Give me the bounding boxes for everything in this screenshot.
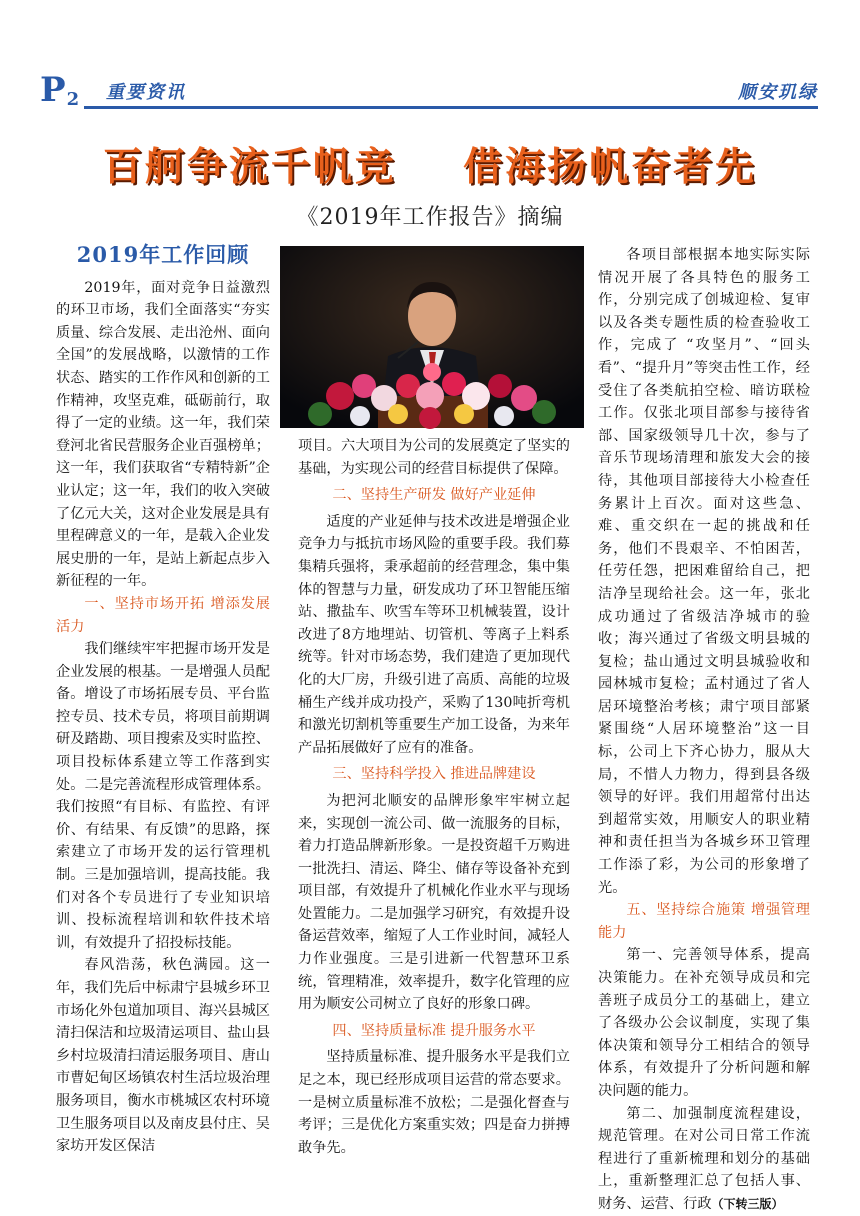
subtitle: 《2019年工作报告》摘编 [296,205,564,230]
section-heading: 一、坚持市场开拓 增添发展活力 [56,595,270,635]
paragraph: 坚持质量标准、提升服务水平是我们立足之本，现已经形成项目运营的常态要求。一是树立质量标准不放松；二是强化督查与考评；三是优化方案重实效；四是奋力拼搏敢争先。 [298,1049,570,1156]
paragraph: 各项目部根据本地实际实际情况开展了各具特色的服务工作，分别完成了创城迎检、复审以及各类专题性质的检查验收工作，完成了 “攻坚月”、“回头看”、“提升月”等突击性工作，经受住了各类航拍空检、暗访联检工作。仅张北项目部参与接待省部、国家级领导几十次，参与了音乐节现场清理和旅发大会的接待，其他项目部接待大小检查任务累计上百次。面对这些急、难、重交织在一起的挑战和任务，他们不畏艰辛、不怕困苦，任劳任怨，把困难留给自己，把洁净呈现给社会。这一年，张北成功通过了省级洁净城市的验收；海兴通过了省级文明县城的复检；盐山通过文明县城验收和园林城市复检；孟村通过了省人居环境整治考核；肃宁项目部紧紧围绕“人居环境整治”这一目标，公司上下齐心协力，服从大局，不惜人力物力，得到县各级领导的好评。我们用超常付出达到超常实效，用顺安人的职业精神和责任担当为各城乡环卫管理工作添了彩，为公司的形象增了光。 [598,247,810,896]
column-1 [56,244,270,1158]
continued-note: （下转三版） [711,1196,784,1211]
section-heading: 五、坚持综合施策 增强管理能力 [598,902,810,941]
paragraph-text: 第二、加强制度流程建设，规范管理。在对公司日常工作流程进行了重新梳理和划分的基础上，重新整理汇总了包括人事、财务、运营、行政 [598,1105,810,1212]
paragraph: 第一、完善领导体系，提高决策能力。在补充领导成员和完善班子成员分工的基础上，建立了各级办公会议制度，实现了集体决策和领导分工相结合的领导体系，有效提升了分析问题和解决问题的能力。 [598,947,810,1099]
paragraph: 我们继续牢牢把握市场开发是企业发展的根基。一是增强人员配备。增设了市场拓展专员、平台监控专员、技术专员，将项目前期调研及踏勘、项目搜索及实时监控、项目投标体系建立等工作落到实处。二是完善流程形成管理体系。我们按照“有目标、有监控、有评价、有结果、有反馈”的思路，探索建立了市场开发的运行管理机制。三是加强培训，提高技能。我们对各个专员进行了专业知识培训、投标流程培训和软件技术培训，有效提升了招投标技能。 [56,641,270,951]
review-heading: 2019年工作回顾 [76,242,250,267]
section-heading: 二、坚持生产研发 做好产业延伸 [332,487,536,504]
column-3 [598,244,810,1216]
paragraph: 适度的产业延伸与技术改进是增强企业竞争力与抵抗市场风险的重要手段。我们募集精兵强将，秉承超前的经营理念，集中集体的智慧与力量，研发成功了环卫智能压缩站、撒盐车、吹雪车等环卫机械装置，设计改进了8方地埋站、切管机、等离子上料系统等。针对市场态势，我们建造了更加现代化的大厂房，升级引进了高质、高能的垃圾桶生产线并成功投产，采购了130吨折弯机和激光切割机等重要生产加工设备，为来年产品拓展做好了应有的准备。 [298,513,570,756]
publication-name: 顺安玑绿 [738,82,818,103]
photo-illustration [280,246,584,428]
column-2 [298,435,570,1159]
header-rule [84,106,818,109]
paragraph: 项目。六大项目为公司的发展奠定了坚实的基础，为实现公司的经营目标提供了保障。 [298,438,570,477]
page-number: $P_2$ [40,70,80,110]
paragraph: 春风浩荡，秋色满园。这一年，我们先后中标肃宁县城乡环卫市场化外包道加项目、海兴县城区清扫保洁和垃圾清运项目、盐山县乡村垃圾清扫清运服务项目、唐山市曹妃甸区场镇农村生活垃圾治理服务项目，衡水市桃城区农村环境卫生服务项目以及南皮县付庄、吴家坊开发区保洁 [56,957,270,1155]
paragraph [598,1103,810,1216]
section-heading: 三、坚持科学投入 推进品牌建设 [332,766,536,783]
section-name: 重要资讯 [106,82,186,103]
section-heading: 四、坚持质量标准 提升服务水平 [332,1022,536,1039]
paragraph: 为把河北顺安的品牌形象牢牢树立起来，实现创一流公司、做一流服务的目标，着力打造品牌新形象。一是投资超千万购进一批洗扫、清运、降尘、储存等设备补充到项目部，有效提升了机械化作业水平与现场处置能力。二是加强学习研究，有效提升设备运营效率，缩短了人工作业时间，减轻人力作业强度。三是引进新一代智慧环卫系统，管理精准，效率提升，数字化管理的应用为顺安公司树立了良好的形象口碑。 [298,792,570,1013]
page-header [40,72,818,108]
main-title: 百舸争流千帆竞 借海扬帆奋者先 [102,144,758,190]
paragraph: 2019年，面对竞争日益激烈的环卫市场，我们全面落实“夯实质量、综合发展、走出沧州、面向全国”的发展战略，以激情的工作状态、踏实的工作作风和创新的工作精神，攻坚克难，砥砺前行，取得了一定的业绩。这一年，我们荣登河北省民营服务企业百强榜单；这一年，我们获取省“专精特新”企业认定；这一年，我们的收入突破了亿元大关，这对企业发展是具有里程碑意义的一年，是载入企业发展史册的一年，是站上新起点步入新征程的一年。 [56,279,270,590]
speaker-photo [280,246,584,428]
